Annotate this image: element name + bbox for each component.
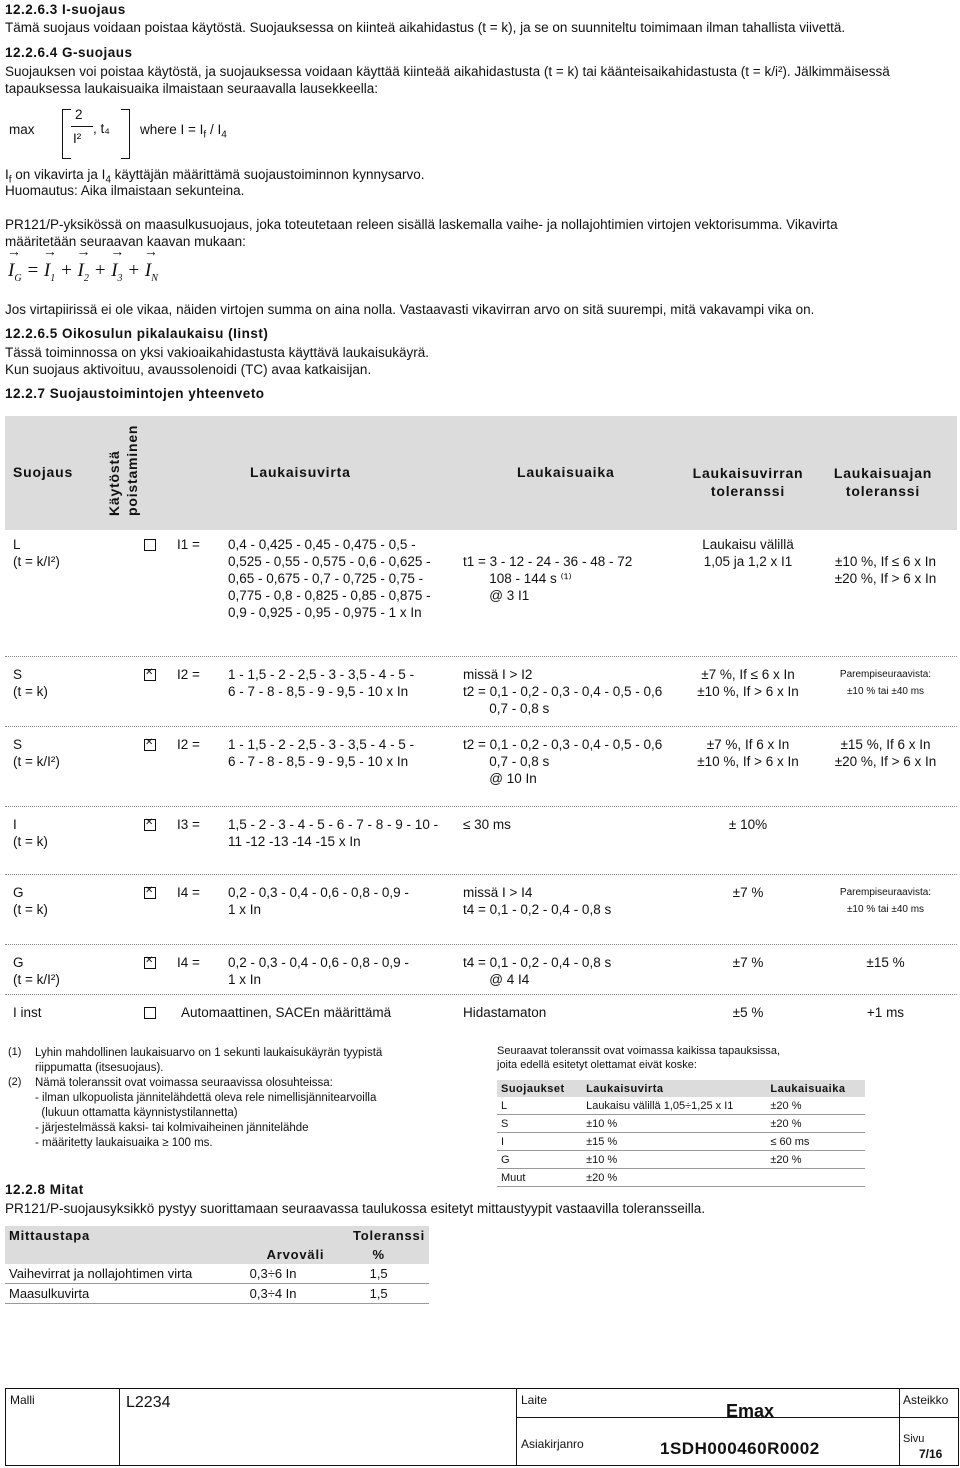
row-3-id: I3 = (177, 817, 200, 832)
row-separator (5, 874, 957, 875)
document-number: 1SDH000460R0002 (660, 1439, 820, 1458)
row-0-a: t1 = 3 - 12 - 24 - 36 - 48 - 72 108 - 144 s ⁽¹⁾ @ 3 I1 (463, 554, 633, 603)
row-5-v: 0,2 - 0,3 - 0,4 - 0,6 - 0,8 - 0,9 - 1 x In (228, 955, 409, 987)
row-separator (5, 726, 957, 727)
side-row: L Laukaisu välillä 1,05÷1,25 x I1 ±20 % (497, 1097, 865, 1115)
heading-i-protection: 12.2.6.3 I-suojaus (5, 2, 126, 17)
trip-time-formula (5, 105, 245, 157)
row-2-v: 1 - 1,5 - 2 - 2,5 - 3 - 3,5 - 4 - 5 - 6 - 7 - 8 - 8,5 - 9 - 9,5 - 10 x In (228, 737, 415, 769)
label-laite: Laite (521, 1393, 548, 1407)
row-2-p: S (t = k/I²) (13, 737, 60, 769)
disable-checkbox (144, 957, 156, 969)
row-1-tv: ±7 %, If ≤ 6 x In ±10 %, If > 6 x In (697, 667, 799, 699)
disable-checkbox (144, 539, 156, 551)
row-0-tv: Laukaisu välillä 1,05 ja 1,2 x I1 (702, 537, 794, 569)
row-4-a: missä I > I4 t4 = 0,1 - 0,2 - 0,4 - 0,8 s (463, 885, 612, 917)
formula-max: max (9, 122, 35, 137)
g-text-line1: Suojauksen voi poistaa käytöstä, ja suojauksessa voidaan käyttää kiinteää aikahidastusta (t = k) tai käänteisaikahidastusta (t = k/i²). Jälkimmäisessä (5, 64, 890, 79)
formula-note1: $I_f$ on vikavirta ja $I_4$ käyttäjän määrittämä suojaustoiminnon kynnysarvo. (5, 167, 425, 186)
formula-denominator: I² (73, 131, 82, 146)
formula-slash: / I (206, 122, 222, 137)
row-4-id: I4 = (177, 885, 200, 900)
col-aika: Laukaisuaika (517, 464, 615, 480)
side-row: Muut ±20 % (497, 1169, 865, 1187)
value-malli: L2234 (126, 1394, 171, 1411)
label-asteikko: Asteikko (903, 1393, 949, 1407)
pr121-text-line2: määritetään seuraavan kaavan mukaan: (5, 234, 246, 249)
row-0-ta: ±10 %, If ≤ 6 x In ±20 %, If > 6 x In (834, 554, 937, 586)
row-6-ta: +1 ms (866, 1005, 905, 1020)
row-separator (5, 656, 957, 657)
summary-header (5, 416, 957, 530)
row-separator (5, 806, 957, 807)
measurement-row: Vaihevirrat ja nollajohtimen virta 0,3÷6 In 1,5 (5, 1264, 429, 1284)
row-6-v: Automaattinen, SACEn määrittämä (181, 1005, 392, 1020)
measurement-table: Mittaustapa Toleranssi Arvoväli % Vaihevirrat ja nollajohtimen virta 0,3÷6 In 1,5 Maasulkuvirta 0,3÷4 In 1,5 (5, 1226, 429, 1304)
label-malli: Malli (10, 1393, 35, 1407)
formula-t4: , t₄ (93, 121, 110, 136)
row-4-ta: Parempiseuraavista: ±10 % tai ±40 ms (839, 887, 932, 915)
label-asiakirjanro: Asiakirjanro (521, 1437, 584, 1451)
col-tol-virta: Laukaisuvirran toleranssi (692, 465, 804, 499)
row-1-ta: Parempiseuraavista: ±10 % tai ±40 ms (839, 669, 932, 697)
row-3-p: I (t = k) (13, 817, 48, 849)
row-5-p: G (t = k/I²) (13, 955, 60, 987)
row-6-p: I inst (13, 1005, 42, 1020)
row-3-a: ≤ 30 ms (463, 817, 511, 832)
row-1-p: S (t = k) (13, 667, 48, 699)
side-row: G ±10 % ±20 % (497, 1151, 865, 1169)
value-laite: Emax (726, 1401, 775, 1421)
heading-summary: 12.2.7 Suojaustoimintojen yhteenveto (5, 386, 265, 401)
vector-sum-formula: → $I_G$ = → $I_1$ + → $I_2$ + → $I_3$ + → $I_N$ (8, 260, 158, 284)
row-3-tv: ± 10% (728, 817, 768, 832)
row-1-v: 1 - 1,5 - 2 - 2,5 - 3 - 3,5 - 4 - 5 - 6 - 7 - 8 - 8,5 - 9 - 9,5 - 10 x In (228, 667, 415, 699)
note-marker-1: (1) (8, 1046, 22, 1058)
disable-checkbox (144, 669, 156, 681)
instant-line1: Tässä toiminnossa on yksi vakioaikahidastusta käyttävä laukaisukäyrä. (5, 345, 429, 360)
col-tol-aika: Laukaisuajan toleranssi (833, 465, 933, 499)
note-text-2: Nämä toleranssit ovat voimassa seuraavissa olosuhteissa: - ilman ulkopuolista jännitelähdettä oleva rele nimellisjännitearvoilla (lukuun ottamatta käynnistystilannetta) - järjestelmässä kaksi- tai kolmivaiheinen jännitelähde - määritetty laukaisuaika ≥ 100 ms. (35, 1077, 377, 1149)
fault-sum-text: Jos virtapiirissä ei ole vikaa, näiden virtojen summa on aina nolla. Vastaavasti vikavirran arvo on sitä suurempi, mitä vakavampi vika on. (5, 302, 815, 317)
heading-g-protection: 12.2.6.4 G-suojaus (5, 45, 133, 60)
page-number: 7/16 (919, 1447, 943, 1461)
row-5-id: I4 = (177, 955, 200, 970)
row-4-tv: ±7 % (732, 885, 764, 900)
disable-checkbox (144, 887, 156, 899)
heading-mitat: 12.2.8 Mitat (5, 1182, 84, 1197)
row-0-v: 0,4 - 0,425 - 0,45 - 0,475 - 0,5 - 0,525 - 0,55 - 0,575 - 0,6 - 0,625 - 0,65 - 0,675 - 0,7 - 0,725 - 0,75 - 0,775 - 0,8 - 0,825 - 0,85 - 0,875 - 0,9 - 0,925 - 0,95 - 0,975 - 1 x In (228, 537, 431, 620)
row-4-p: G (t = k) (13, 885, 48, 917)
disable-checkbox (144, 819, 156, 831)
i-protection-text: Tämä suojaus voidaan poistaa käytöstä. Suojauksessa on kiinteä aikahidastus (t = k), ja se on suunniteltu toimimaan ilman tahallista viivettä. (5, 20, 846, 35)
disable-checkbox (144, 1007, 156, 1019)
row-0-id: I1 = (177, 537, 200, 552)
formula-sub-4: 4 (221, 129, 227, 141)
row-2-a: t2 = 0,1 - 0,2 - 0,3 - 0,4 - 0,5 - 0,6 0,7 - 0,8 s @ 10 In (463, 737, 663, 786)
row-2-ta: ±15 %, If 6 x In ±20 %, If > 6 x In (834, 737, 937, 769)
col-suojaus: Suojaus (13, 464, 74, 480)
pr121-text-line1: PR121/P-yksikössä on maasulkusuojaus, joka toteutetaan releen sisällä laskemalla vaihe- ja nollajohtimien virtojen vektorisumma. Vikavirta (5, 217, 838, 232)
row-1-a: missä I > I2 t2 = 0,1 - 0,2 - 0,3 - 0,4 - 0,5 - 0,6 0,7 - 0,8 s (463, 667, 663, 716)
row-2-tv: ±7 %, If 6 x In ±10 %, If > 6 x In (697, 737, 799, 769)
formula-note2: Huomautus: Aika ilmaistaan sekunteina. (5, 183, 245, 198)
row-6-tv: ±5 % (732, 1005, 764, 1020)
title-block (5, 1388, 959, 1466)
g-text-line2: tapauksessa laukaisuaika ilmaistaan seuraavalla lausekkeella: (5, 81, 378, 96)
formula-sub-f: f (203, 129, 207, 141)
note-text-1: Lyhin mahdollinen laukaisuarvo on 1 sekunti laukaisukäyrän tyypistä riippumatta (itsesuojaus). (35, 1047, 383, 1074)
mitat-text: PR121/P-suojausyksikkö pystyy suorittamaan seuraavassa taulukossa esitetyt mittaustyypit vastaavilla toleransseilla. (5, 1201, 706, 1216)
col-virta: Laukaisuvirta (250, 464, 351, 480)
row-separator (5, 944, 957, 945)
row-6-a: Hidastamaton (463, 1005, 547, 1020)
general-tolerance-table: Suojaukset Laukaisuvirta Laukaisuaika L Laukaisu välillä 1,05÷1,25 x I1 ±20 % S ±10 % ±20 % I ±15 % ≤ 60 ms G ±10 % ±20 % Muut ±20 % (497, 1080, 865, 1187)
side-row: S ±10 % ±20 % (497, 1115, 865, 1133)
col-kaytosta: Käytöstä poistaminen (106, 424, 140, 516)
row-1-id: I2 = (177, 667, 200, 682)
side-row: I ±15 % ≤ 60 ms (497, 1133, 865, 1151)
row-3-v: 1,5 - 2 - 3 - 4 - 5 - 6 - 7 - 8 - 9 - 10 - 11 -12 -13 -14 -15 x In (228, 817, 439, 849)
summary-table (5, 416, 957, 1034)
row-4-v: 0,2 - 0,3 - 0,4 - 0,6 - 0,8 - 0,9 - 1 x In (228, 885, 409, 917)
row-2-id: I2 = (177, 737, 200, 752)
row-0-p: L (t = k/I²) (13, 537, 60, 569)
instant-line2: Kun suojaus aktivoituu, avaussolenoidi (TC) avaa katkaisijan. (5, 362, 372, 377)
row-5-ta: ±15 % (866, 955, 905, 970)
row-separator (5, 994, 957, 995)
formula-where: where I = I (140, 122, 204, 137)
disable-checkbox (144, 739, 156, 751)
side-intro: Seuraavat toleranssit ovat voimassa kaikissa tapauksissa, joita edellä esitetyt olettamat eivät koske: (497, 1045, 781, 1071)
label-sivu: Sivu (903, 1433, 925, 1445)
measurement-row: Maasulkuvirta 0,3÷4 In 1,5 (5, 1284, 429, 1304)
row-5-a: t4 = 0,1 - 0,2 - 0,4 - 0,8 s @ 4 I4 (463, 955, 612, 987)
row-5-tv: ±7 % (732, 955, 764, 970)
note-marker-2: (2) (8, 1076, 22, 1088)
formula-numerator: 2 (75, 107, 83, 122)
heading-instant-trip: 12.2.6.5 Oikosulun pikalaukaisu (Iinst) (5, 326, 269, 341)
